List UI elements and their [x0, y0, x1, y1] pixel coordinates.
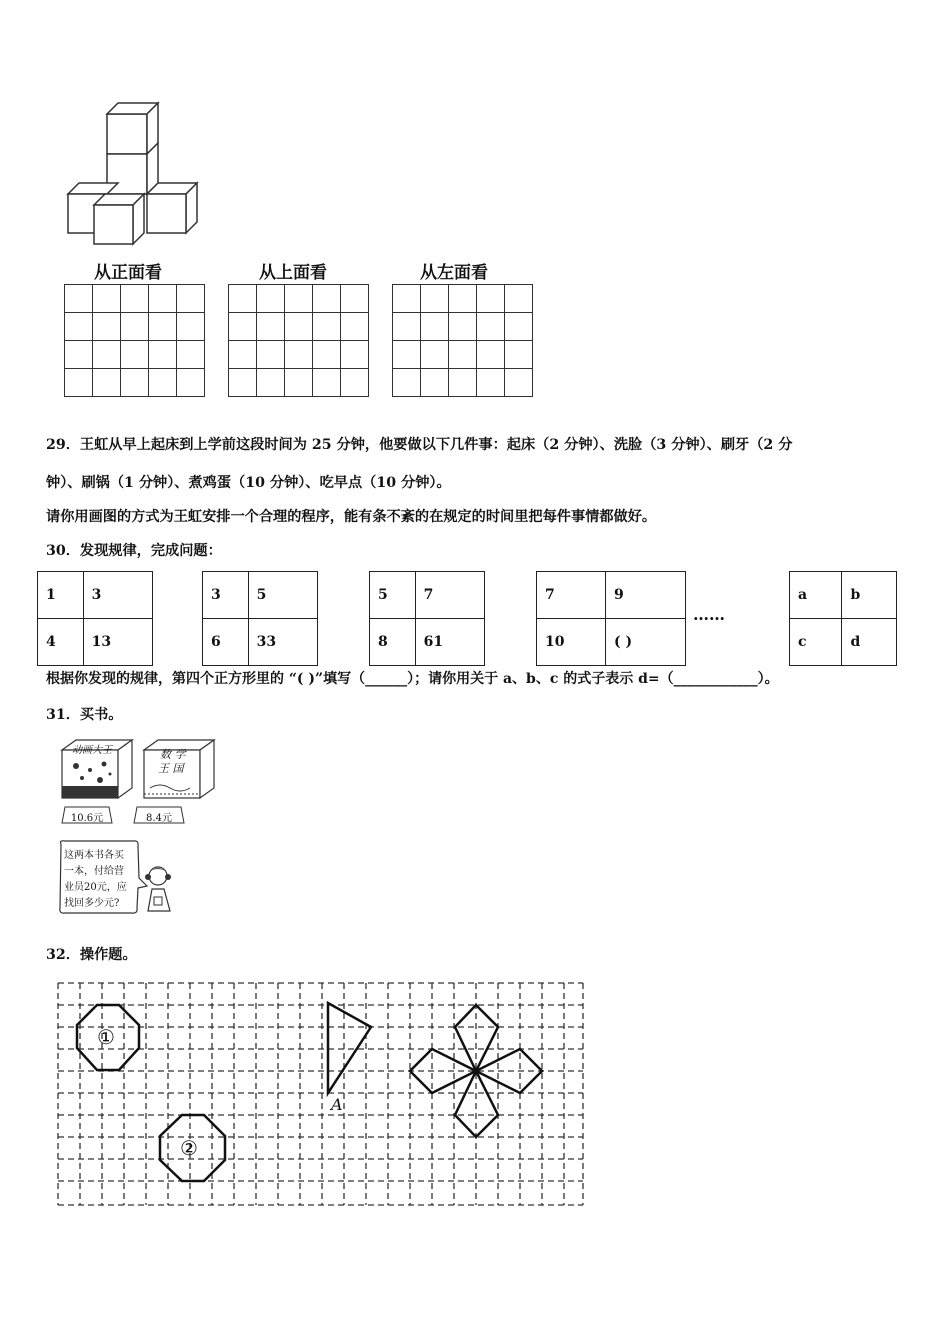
sq2-top-left: 3 [203, 572, 249, 619]
q30-question: 根据你发现的规律，第四个正方形里的 “( )”填写（______）；请你用关于 a、b、c 的式子表示 d=（____________）。 [46, 671, 779, 687]
q29-line3: 请你用画图的方式为王虹安排一个合理的程序，能有条不紊的在规定的时间里把每件事情都做好。 [46, 509, 657, 525]
sq3-bottom-right: 61 [415, 619, 484, 666]
left-view-grid[interactable] [392, 284, 533, 397]
sq3-top-right: 7 [415, 572, 484, 619]
front-view-title: 从正面看 [94, 263, 162, 283]
pattern-square-2 [202, 571, 318, 666]
octagon-1-label: ① [97, 1025, 115, 1049]
dashed-grid-figure [55, 980, 585, 1208]
sq-general-d: d [842, 619, 897, 666]
q29-line2: 钟）、刷锅（1 分钟）、煮鸡蛋（10 分钟）、吃早点（10 分钟）。 [46, 475, 451, 491]
pattern-square-general [789, 571, 897, 666]
sq1-top-left: 1 [38, 572, 84, 619]
sq3-top-left: 5 [370, 572, 416, 619]
pattern-square-4 [536, 571, 686, 666]
top-view-title: 从上面看 [259, 263, 327, 283]
octagon-2-label: ② [180, 1136, 198, 1160]
sq1-bottom-right: 13 [83, 619, 152, 666]
sq1-top-right: 3 [83, 572, 152, 619]
pattern-square-3 [369, 571, 485, 666]
left-view-title: 从左面看 [420, 263, 488, 283]
top-view-grid[interactable] [228, 284, 369, 397]
sq1-bottom-left: 4 [38, 619, 84, 666]
sq-general-a: a [790, 572, 842, 619]
speech-line-4: 找回多少元? [64, 898, 120, 909]
sq4-bottom-right[interactable]: ( ) [606, 619, 686, 666]
sq2-bottom-left: 6 [203, 619, 249, 666]
book1-title: 动画大王 [72, 745, 112, 756]
sq2-bottom-right: 33 [248, 619, 317, 666]
cube-stack-figure [60, 98, 205, 246]
price-tag-2: 8.4元 [146, 813, 172, 824]
speech-line-2: 一本，付给营 [64, 866, 124, 877]
front-view-grid[interactable] [64, 284, 205, 397]
sq-general-b: b [842, 572, 897, 619]
q32-title: 32．操作题。 [46, 947, 137, 963]
q31-title: 31．买书。 [46, 707, 123, 723]
book2-title-1: 数 学 [160, 748, 186, 761]
sq4-bottom-left: 10 [537, 619, 606, 666]
price-tag-1: 10.6元 [70, 813, 104, 824]
q29-line1: 29．王虹从早上起床到上学前这段时间为 25 分钟，他要做以下几件事：起床（2 分钟）、洗脸（3 分钟）、刷牙（2 分 [46, 437, 793, 453]
girl-avatar [140, 863, 178, 913]
continuation-dots: …… [693, 605, 725, 624]
sq2-top-right: 5 [248, 572, 317, 619]
q30-title: 30．发现规律，完成问题： [46, 543, 222, 559]
sq-general-c: c [790, 619, 842, 666]
book2-title-2: 王 国 [158, 762, 184, 775]
sq3-bottom-left: 8 [370, 619, 416, 666]
pattern-square-1 [37, 571, 153, 666]
triangle-vertex-a-label: A [331, 1095, 343, 1114]
sq4-top-left: 7 [537, 572, 606, 619]
speech-line-3: 业员20元，应 [64, 882, 127, 893]
speech-line-1: 这两本书各买 [64, 850, 124, 861]
sq4-top-right: 9 [606, 572, 686, 619]
